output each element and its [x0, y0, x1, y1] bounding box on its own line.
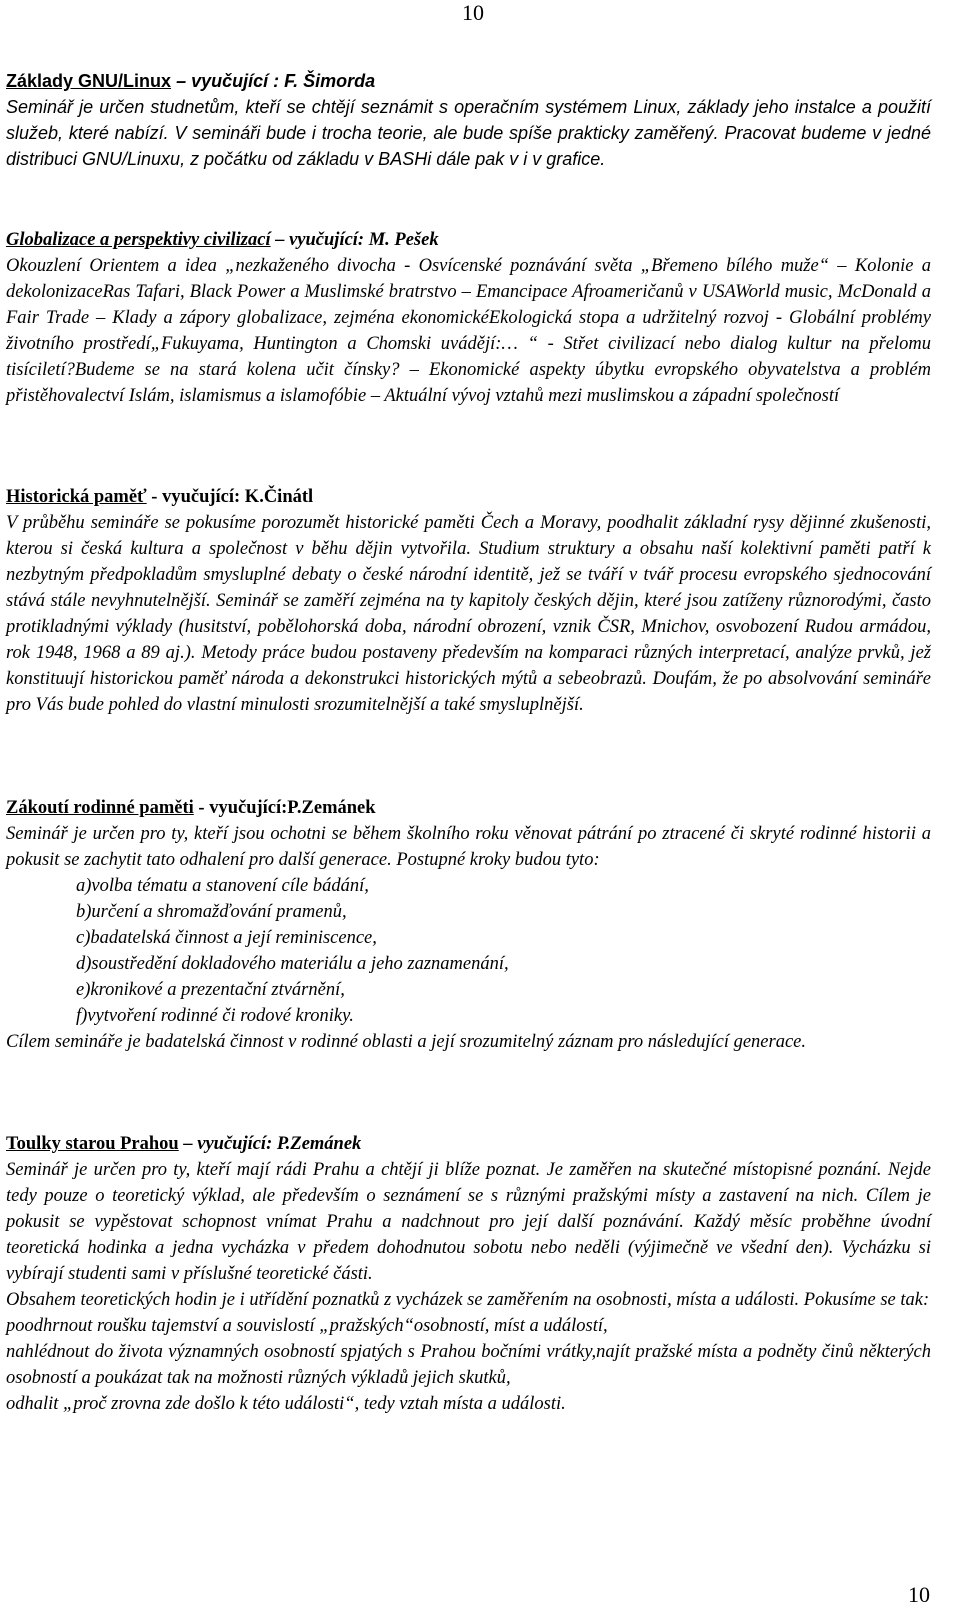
section-body: V průběhu semináře se pokusíme porozumět historické paměti Čech a Moravy, poodhalit základní rysy dějinné zkušenosti, kterou si česká kultura a společnost v běhu dějin vytvořila. Studium struktury a obsahu naší kolektivní paměti patří k nezbytným předpokladům smysluplné debaty o české národní identitě, jež se tváří v tvář procesu evropského sjednocování stává stále nevyhnutelnější. Seminář se zaměří zejména na ty kapitoly českých dějin, které jsou zatíženy různorodými, často protikladnými výklady (husitství, pobělohorská doba, národní obrození, vznik ČSR, Mnichov, osvobození Rudou armádou, rok 1948, 1968 a 89 aj.). Metody práce budou postaveny především na komparaci různých interpretací, analýze prvků, jež konstituují historickou paměť národa a dekonstrukci historických mýtů a sebeobrazů. Doufám, že po absolvování semináře pro Vás bude pohled do vlastní minulosti srozumitelnější a také smysluplnější.	[6, 513, 931, 715]
section-zakouti	[6, 795, 931, 1055]
list-item: b)určení a shromažďování pramenů,	[76, 902, 347, 922]
list-item: a)volba tématu a stanovení cíle bádání,	[76, 876, 369, 896]
steps-list	[6, 873, 931, 1029]
section-title: Globalizace a perspektivy civilizací	[6, 230, 271, 250]
section-body: Seminář je určen studnetům, kteří se chtějí seznámit s operačním systémem Linux, základy jeho instalce a použití služeb, které nabízí. V semináři bude i trocha teorie, ale bude spíše prakticky zaměřený. Pracovat budeme v jedné distribuci GNU/Linuxu, z počátku od základu v BASHi dále pak v i v grafice.	[6, 97, 931, 169]
section-title: Zákoutí rodinné paměti	[6, 798, 194, 818]
section-line: poodhrnout roušku tajemství a souvislostí „pražských“osobností, míst a událostí,	[6, 1316, 608, 1336]
section-linux	[6, 68, 931, 172]
page-number-bottom: 10	[908, 1582, 930, 1607]
section-title: Historická paměť	[6, 487, 147, 507]
section-teacher: – vyučující : F. Šimorda	[176, 71, 376, 91]
section-heading	[6, 68, 931, 94]
section-heading	[6, 795, 931, 821]
section-line: odhalit „proč zrovna zde došlo k této události“, tedy vztah místa a události.	[6, 1394, 566, 1414]
section-body: Okouzlení Orientem a idea „nezkaženého divocha - Osvícenské poznávání světa „Břemeno bílého muže“ – Kolonie a dekolonizaceRas Tafari, Black Power a Muslimské bratrstvo – Emancipace Afroameričanů v USAWorld music, McDonald a Fair Trade – Klady a zápory globalizace, zejména ekonomickéEkologická stopa a udržitelný rozvoj - Globální problémy životního prostředí„Fukuyama, Huntington a Chomski uvádějí:… “ - Střet civilizací nebo dialog kultur na přelomu tisíciletí?Budeme se na stará kolena učit čínsky? – Ekonomické aspekty úbytku evropského obyvatelstva a problém přistěhovalectví Islám, islamismus a islamofóbie – Aktuální vývoj vztahů mezi muslimskou a západní společností	[6, 256, 931, 406]
list-item: e)kronikové a prezentační ztvárnění,	[76, 980, 345, 1000]
page-number-top: 10	[462, 0, 484, 25]
section-historicka	[6, 484, 931, 718]
section-teacher: - vyučující:P.Zemánek	[198, 798, 376, 818]
section-toulky	[6, 1131, 931, 1417]
section-title: Základy GNU/Linux	[6, 71, 172, 91]
list-item: d)soustředění dokladového materiálu a jeho zaznamenání,	[76, 954, 509, 974]
section-intro: Seminář je určen pro ty, kteří jsou ochotni se během školního roku věnovat pátrání po ztracené či skryté rodinné historii a pokusit se zachytit tato odhalení pro další generace. Postupné kroky budou tyto:	[6, 824, 931, 870]
section-teacher: - vyučující: K.Činátl	[151, 487, 314, 507]
section-globalizace	[6, 227, 931, 409]
section-title: Toulky starou Prahou	[6, 1134, 179, 1154]
section-teacher: – vyučující: P.Zemánek	[183, 1134, 362, 1154]
section-paragraph: Obsahem teoretických hodin je i utřídění poznatků z vycházek se zaměřením na osobnosti, místa a události. Pokusíme se tak:	[6, 1290, 930, 1310]
section-heading	[6, 484, 931, 510]
section-line: nahlédnout do života významných osobností spjatých s Prahou bočními vrátky,najít pražské místa a podněty činů některých osobností a poukázat tak na možnosti různých výkladů jejich skutků,	[6, 1342, 931, 1388]
section-outro: Cílem semináře je badatelská činnost v rodinné oblasti a její srozumitelný záznam pro následující generace.	[6, 1032, 807, 1052]
section-heading	[6, 1131, 931, 1157]
list-item: f)vytvoření rodinné či rodové kroniky.	[76, 1006, 354, 1026]
section-heading	[6, 227, 931, 253]
section-paragraph: Seminář je určen pro ty, kteří mají rádi Prahu a chtějí ji blíže poznat. Je zaměřen na skutečné místopisné poznání. Nejde tedy pouze o teoretický výklad, ale především o seznámení se s různými pražskými místy a zastavení na nich. Cílem je pokusit se vypěstovat schopnost vnímat Prahu a nadchnout pro její další poznávání. Každý měsíc proběhne úvodní teoretická hodinka a jedna vycházka v předem dohodnutou sobotu nebo neděli (výjimečně ve všední den). Vycházku si vybírají studenti sami v příslušné teoretické části.	[6, 1160, 931, 1284]
list-item: c)badatelská činnost a její reminiscence,	[76, 928, 377, 948]
section-teacher: – vyučující: M. Pešek	[275, 230, 439, 250]
